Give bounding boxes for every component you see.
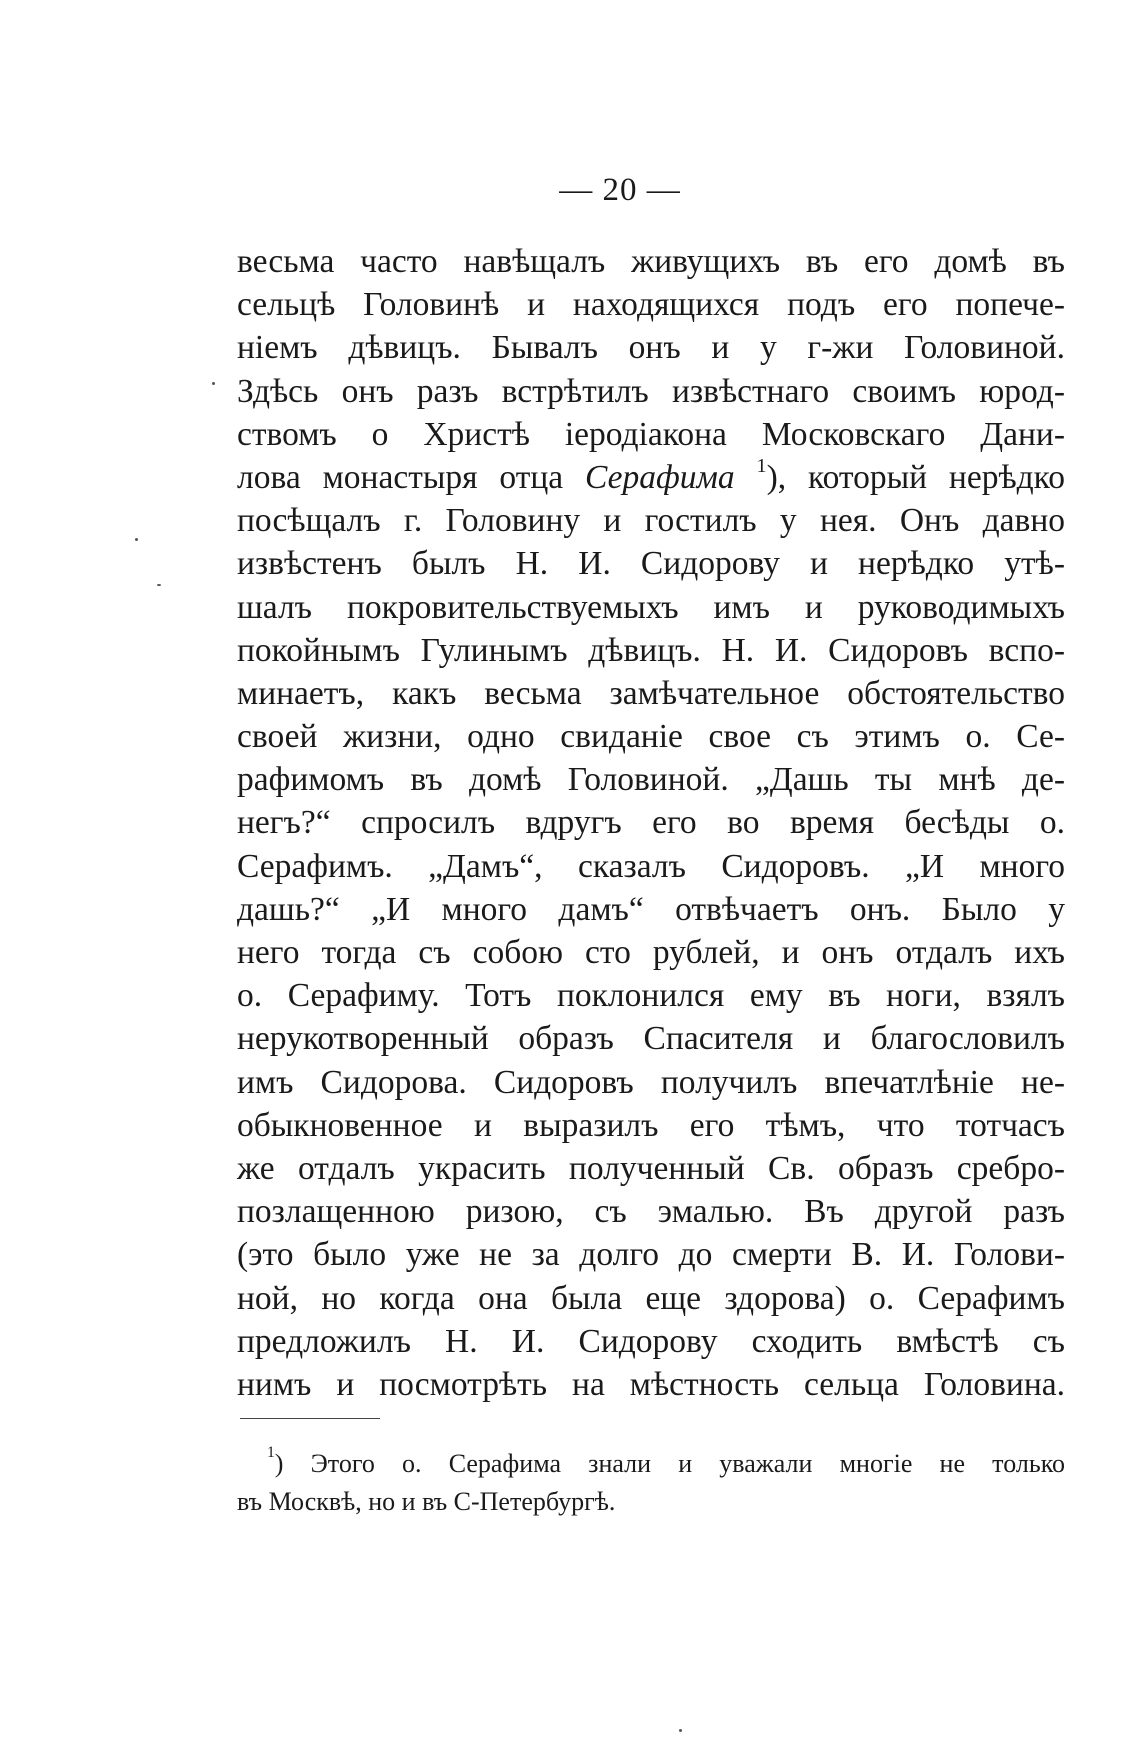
footnote-line: [237, 1445, 1065, 1483]
text-line: негъ?“ спросилъ вдругъ его во время бесѣды о.: [237, 804, 1065, 842]
text-line: нерукотворенный образъ Спасителя и благословилъ: [237, 1020, 1065, 1058]
scan-speck: [157, 584, 161, 586]
text-line: ной, но когда она была еще здорова) о. Серафимъ: [237, 1279, 1065, 1317]
text-line: извѣстенъ былъ Н. И. Сидорову и нерѣдко утѣ-: [237, 545, 1065, 583]
text-line: имъ Сидорова. Сидоровъ получилъ впечатлѣніе не-: [237, 1063, 1065, 1101]
text-line: минаетъ, какъ весьма замѣчательное обстоятельство: [237, 674, 1065, 712]
page-number: — 20 —: [559, 172, 681, 208]
scan-speck: [135, 538, 138, 541]
footnote-marker: 1: [267, 1444, 275, 1461]
text-line: нимъ и посмотрѣть на мѣстность сельца Головина.: [237, 1365, 1065, 1403]
text-line-with-note: [237, 456, 1065, 499]
footnote-text: ) Этого о. Серафима знали и уважали многіе не только: [274, 1449, 1065, 1478]
text-line: шалъ покровительствуемыхъ имъ и руководимыхъ: [237, 588, 1065, 626]
scan-speck: [212, 382, 215, 385]
text-fragment: ), который нерѣдко: [766, 458, 1066, 496]
text-line: весьма часто навѣщалъ живущихъ въ его домѣ въ: [237, 243, 1065, 280]
text-line: Серафимъ. „Дамъ“, сказалъ Сидоровъ. „И много: [237, 847, 1065, 885]
footnote-divider: [240, 1418, 380, 1419]
text-line: (это было уже не за долго до смерти В. И. Голови-: [237, 1236, 1065, 1274]
italic-name: Серафима: [585, 458, 735, 496]
text-fragment: лова монастыря отца: [237, 458, 564, 496]
text-line: рафимомъ въ домѣ Головиной. „Дашь ты мнѣ де-: [237, 761, 1065, 799]
text-line: ніемъ дѣвицъ. Бывалъ онъ и у г-жи Головиной.: [237, 329, 1065, 367]
text-line: своей жизни, одно свиданіе свое съ этимъ о. Се-: [237, 718, 1065, 756]
text-line: ствомъ о Христѣ іеродіакона Московскаго Дани-: [237, 415, 1065, 453]
text-line: посѣщалъ г. Головину и гостилъ у нея. Онъ давно: [237, 502, 1065, 540]
scan-speck: [679, 1729, 682, 1732]
text-line: сельцѣ Головинѣ и находящихся подъ его попече-: [237, 286, 1065, 324]
text-line: же отдалъ украсить полученный Св. образъ сребро-: [237, 1149, 1065, 1187]
footnote: [237, 1445, 1065, 1521]
text-line: покойнымъ Гулинымъ дѣвицъ. Н. И. Сидоровъ вспо-: [237, 631, 1065, 669]
text-line: о. Серафиму. Тотъ поклонился ему въ ноги, взялъ: [237, 977, 1065, 1015]
text-line: дашь?“ „И много дамъ“ отвѣчаетъ онъ. Было у: [237, 890, 1065, 928]
text-line: Здѣсь онъ разъ встрѣтилъ извѣстнаго своимъ юрод-: [237, 372, 1065, 410]
body-text: [237, 240, 1065, 1406]
text-line: позлащенною ризою, съ эмалью. Въ другой разъ: [237, 1193, 1065, 1231]
footnote-line: въ Москвѣ, но и въ С-Петербургѣ.: [237, 1487, 616, 1516]
text-line: него тогда съ собою сто рублей, и онъ отдалъ ихъ: [237, 934, 1065, 971]
footnote-marker: 1: [756, 454, 767, 477]
text-line: предложилъ Н. И. Сидорову сходить вмѣстѣ съ: [237, 1322, 1065, 1360]
text-line: обыкновенное и выразилъ его тѣмъ, что тотчасъ: [237, 1106, 1065, 1144]
